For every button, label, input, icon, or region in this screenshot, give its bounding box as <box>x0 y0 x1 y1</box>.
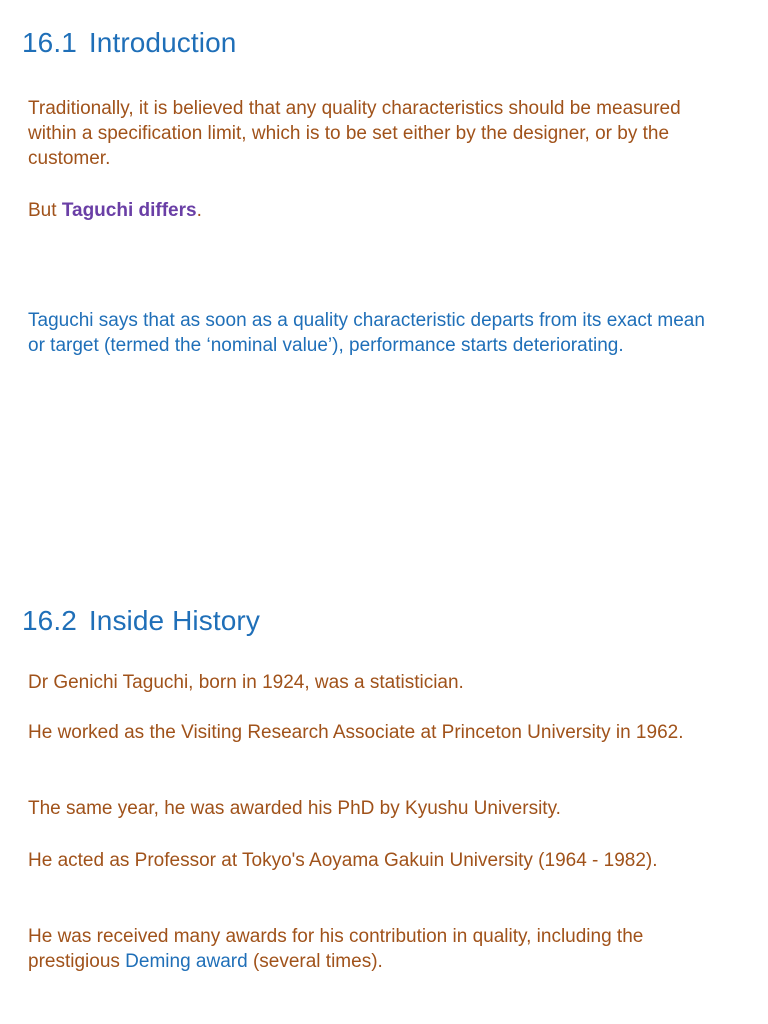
text-suffix: (several times). <box>247 951 383 972</box>
section-number: 16.1 <box>22 27 77 58</box>
section-number: 16.2 <box>22 605 77 636</box>
intro-paragraph-nominal-value: Taguchi says that as soon as a quality characteristic departs from its exact mean or target (termed the ‘nominal value’), performance starts deteriorating. <box>28 310 705 356</box>
history-paragraph-professor: He acted as Professor at Tokyo's Aoyama Gakuin University (1964 - 1982). <box>28 850 658 871</box>
history-paragraph-phd: The same year, he was awarded his PhD by Kyushu University. <box>28 798 561 819</box>
text-prefix: But <box>28 200 62 221</box>
text-suffix: . <box>196 200 202 221</box>
section-heading-introduction <box>22 26 236 60</box>
section-title: Inside History <box>88 605 260 636</box>
history-paragraph-princeton: He worked as the Visiting Research Associate at Princeton University in 1962. <box>28 722 684 743</box>
deming-award-link[interactable]: Deming award <box>125 951 248 972</box>
section-heading-inside-history <box>22 604 260 638</box>
section-title: Introduction <box>88 27 237 58</box>
history-paragraph-awards <box>28 924 718 974</box>
intro-paragraph-traditional: Traditionally, it is believed that any quality characteristics should be measured within a specification limit, which is to be set either by the designer, or by the customer. <box>28 98 681 169</box>
history-paragraph-born: Dr Genichi Taguchi, born in 1924, was a statistician. <box>28 672 464 693</box>
emphasis-taguchi-differs: Taguchi differs <box>61 200 197 221</box>
text-prefix: He was received many awards for his contribution in quality, including the prestigious <box>28 926 644 972</box>
intro-paragraph-taguchi-differs <box>28 198 202 223</box>
